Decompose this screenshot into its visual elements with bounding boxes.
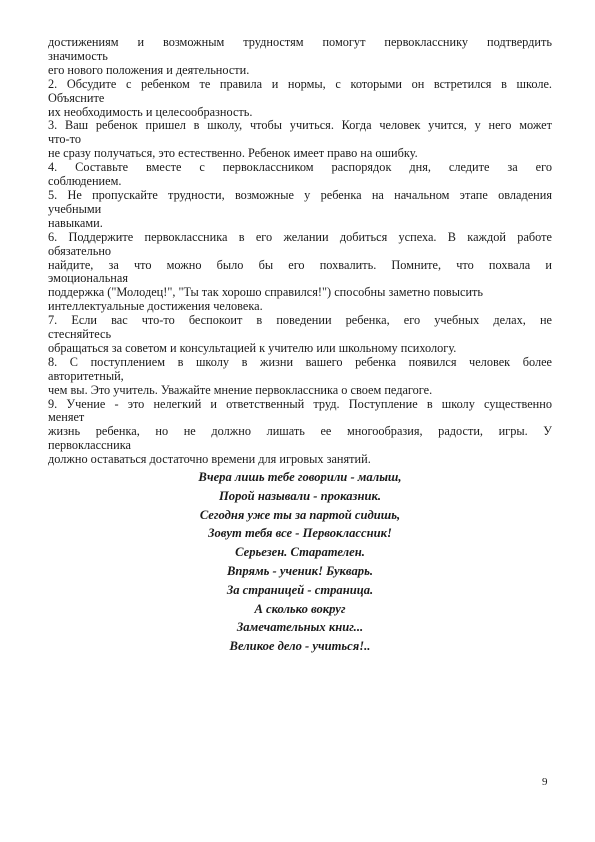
poem-line: За страницей - страница.	[226, 582, 374, 597]
text-line: стесняйтесь	[48, 328, 112, 342]
text-line: его нового положения и деятельности.	[48, 63, 250, 77]
poem-line: Порой называли - проказник.	[219, 488, 381, 503]
text-line: 3. Ваш ребенок пришел в школу, чтобы учиться. Когда человек учится, у него может	[48, 119, 552, 133]
poem-line: Серьезен. Старателен.	[235, 545, 365, 560]
text-line: поддержка ("Молодец!", "Ты так хорошо справился!") способны заметно повысить	[48, 286, 484, 300]
text-line: 4. Составьте вместе с первоклассником распорядок дня, следите за его	[48, 161, 552, 175]
text-line: 5. Не пропускайте трудности, возможные у ребенка на начальном этапе овладения	[48, 188, 552, 202]
text-line: должно оставаться достаточно времени для игровых занятий.	[48, 453, 371, 467]
text-line: 7. Если вас что-то беспокоит в поведении ребенка, его учебных делах, не	[48, 314, 552, 328]
poem-line: Великое дело - учиться!..	[229, 639, 371, 654]
text-line: учебными	[48, 202, 102, 216]
page-number: 9	[542, 776, 548, 788]
text-line: Объясните	[48, 91, 105, 105]
text-line: авторитетный,	[48, 369, 124, 383]
poem-line: Вчера лишь тебе говорили - малыш,	[198, 470, 402, 485]
poem-line: Сегодня уже ты за партой сидишь,	[199, 507, 401, 522]
text-line: найдите, за что можно было бы его похвалить. Помните, что похвала и	[48, 258, 552, 272]
text-line: обращаться за советом и консультацией к учителю или школьному психологу.	[48, 341, 457, 355]
text-line: эмоциональная	[48, 272, 128, 286]
poem	[48, 468, 552, 656]
body-text	[48, 36, 552, 467]
document-page	[48, 36, 552, 656]
poem-line: Зовут тебя все - Первоклассник!	[208, 526, 392, 541]
text-line: навыками.	[48, 216, 103, 230]
poem-line: А сколько вокруг	[254, 601, 346, 616]
text-line: обязательно	[48, 244, 112, 258]
text-line: 9. Учение - это нелегкий и ответственный труд. Поступление в школу существенно	[48, 397, 552, 411]
text-line: 2. Обсудите с ребенком те правила и нормы, с которыми он встретился в школе.	[48, 77, 552, 91]
text-line: жизнь ребенка, но не должно лишать ее многообразия, радости, игры. У	[48, 425, 552, 439]
text-line: их необходимость и целесообразность.	[48, 105, 253, 119]
text-line: первоклассника	[48, 439, 131, 453]
poem-line: Впрямь - ученик! Букварь.	[227, 564, 373, 579]
text-line: соблюдением.	[48, 175, 122, 189]
poem-line: Замечательных книг...	[236, 620, 364, 635]
text-line: 6. Поддержите первоклассника в его желании добиться успеха. В каждой работе	[48, 230, 552, 244]
text-line: чем вы. Это учитель. Уважайте мнение первоклассника о своем педагоге.	[48, 383, 433, 397]
text-line: достижениям и возможным трудностям помогут первокласснику подтвердить	[48, 36, 552, 49]
text-line: не сразу получаться, это естественно. Ребенок имеет право на ошибку.	[48, 147, 418, 161]
text-line: меняет	[48, 411, 85, 425]
text-line: интеллектуальные достижения человека.	[48, 300, 263, 314]
text-line: значимость	[48, 49, 108, 63]
text-line: 8. С поступлением в школу в жизни вашего ребенка появился человек более	[48, 355, 552, 369]
text-line: что-то	[48, 133, 81, 147]
